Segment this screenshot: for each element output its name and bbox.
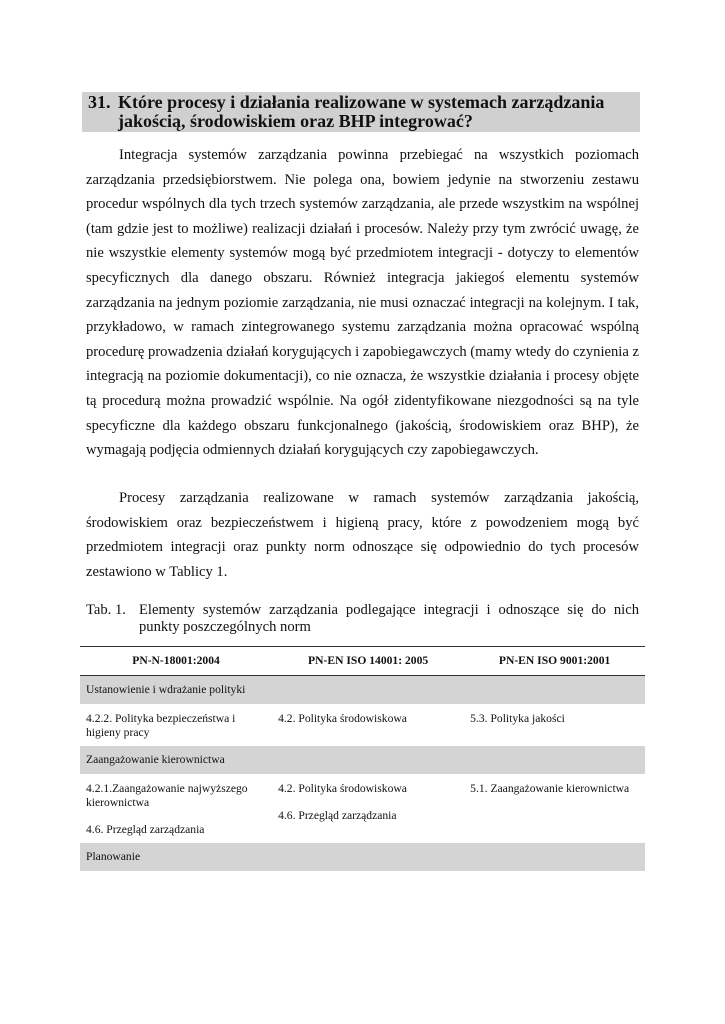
paragraph-processes: Procesy zarządzania realizowane w ramach systemów zarządzania jakością, środowiskiem oraz bezpieczeństwem i higieną pracy, które z powodzeniem mogą być przedmiotem integracji oraz punkty norm odnoszące się odpowiednio do tych procesów zestawiono w Tablicy 1. bbox=[86, 490, 639, 580]
section-policy: Ustanowienie i wdrażanie polityki bbox=[80, 676, 645, 704]
table-caption-text: Elementy systemów zarządzania podlegające integracji i odnoszące się do nich punkty poszczególnych norm bbox=[139, 602, 639, 635]
header-pn-n-18001: PN-N-18001:2004 bbox=[80, 647, 272, 676]
cell-ohs-commitment-text: 4.2.1.Zaangażowanie najwyższego kierownictwa bbox=[86, 781, 248, 809]
cell-env-policy: 4.2. Polityka środowiskowa bbox=[278, 711, 407, 725]
cell-ohs-review-text: 4.6. Przegląd zarządzania bbox=[86, 822, 205, 836]
cell-ohs-policy: 4.2.2. Polityka bezpieczeństwa i higieny pracy bbox=[86, 711, 236, 739]
cell-env-policy-text: 4.2. Polityka środowiskowa bbox=[278, 781, 407, 795]
header-iso-9001: PN-EN ISO 9001:2001 bbox=[464, 647, 645, 676]
cell-quality-policy: 5.3. Polityka jakości bbox=[470, 711, 565, 725]
section-management-commitment: Zaangażowanie kierownictwa bbox=[80, 746, 645, 774]
table-row bbox=[80, 774, 645, 843]
section-heading bbox=[82, 92, 640, 132]
table-caption-label: Tab. 1. bbox=[86, 602, 126, 618]
section-planning: Planowanie bbox=[80, 843, 645, 871]
table-section-row bbox=[80, 843, 645, 871]
cell-ohs-commitment bbox=[80, 774, 272, 843]
cell-env-review-text: 4.6. Przegląd zarządzania bbox=[278, 808, 397, 822]
table-row bbox=[80, 704, 645, 746]
norms-table bbox=[80, 646, 645, 871]
table-header-row bbox=[80, 647, 645, 676]
paragraph-integration: Integracja systemów zarządzania powinna przebiegać na wszystkich poziomach zarządzania przedsiębiorstwem. Nie polega ona, bowiem jedynie na stworzeniu zestawu procedur wspólnych dla tych trzech systemów zarządzania, ale przede wszystkim na wspólnej (tam gdzie jest to możliwe) realizacji działań i procesów. Należy przy tym zwrócić uwagę, że nie wszystkie elementy systemów mogą być przedmiotem integracji - dotyczy to elementów specyficznych dla danego obszaru. Również integracja jakiegoś elementu systemów zarządzania na jednym poziomie zarządzania, nie musi oznaczać integracji na kolejnym. I tak, przykładowo, w ramach zintegrowanego systemu zarządzania można opracować wspólną procedurę prowadzenia działań korygujących i zapobiegawczych (mamy wtedy do czynienia z integracją na poziomie dokumentacji), co nie oznacza, że wszystkie działania i procesy objęte tą procedurą można prowadzić wspólnie. Na ogół zidentyfikowane niezgodności są na tyle specyficzne dla każdego obszaru funkcjonalnego (jakością, środowiskiem oraz BHP), że wymagają podjęcia odmiennych działań korygujących czy zapobiegawczych. bbox=[86, 147, 639, 459]
table-section-row bbox=[80, 676, 645, 704]
table-section-row bbox=[80, 746, 645, 774]
cell-quality-commitment: 5.1. Zaangażowanie kierownictwa bbox=[470, 781, 630, 795]
section-title: Które procesy i działania realizowane w systemach zarządzania jakością, środowiskiem oraz BHP integrować? bbox=[118, 92, 605, 131]
cell-env-commitment bbox=[272, 774, 464, 843]
section-number: 31. bbox=[88, 92, 111, 112]
header-iso-14001: PN-EN ISO 14001: 2005 bbox=[272, 647, 464, 676]
